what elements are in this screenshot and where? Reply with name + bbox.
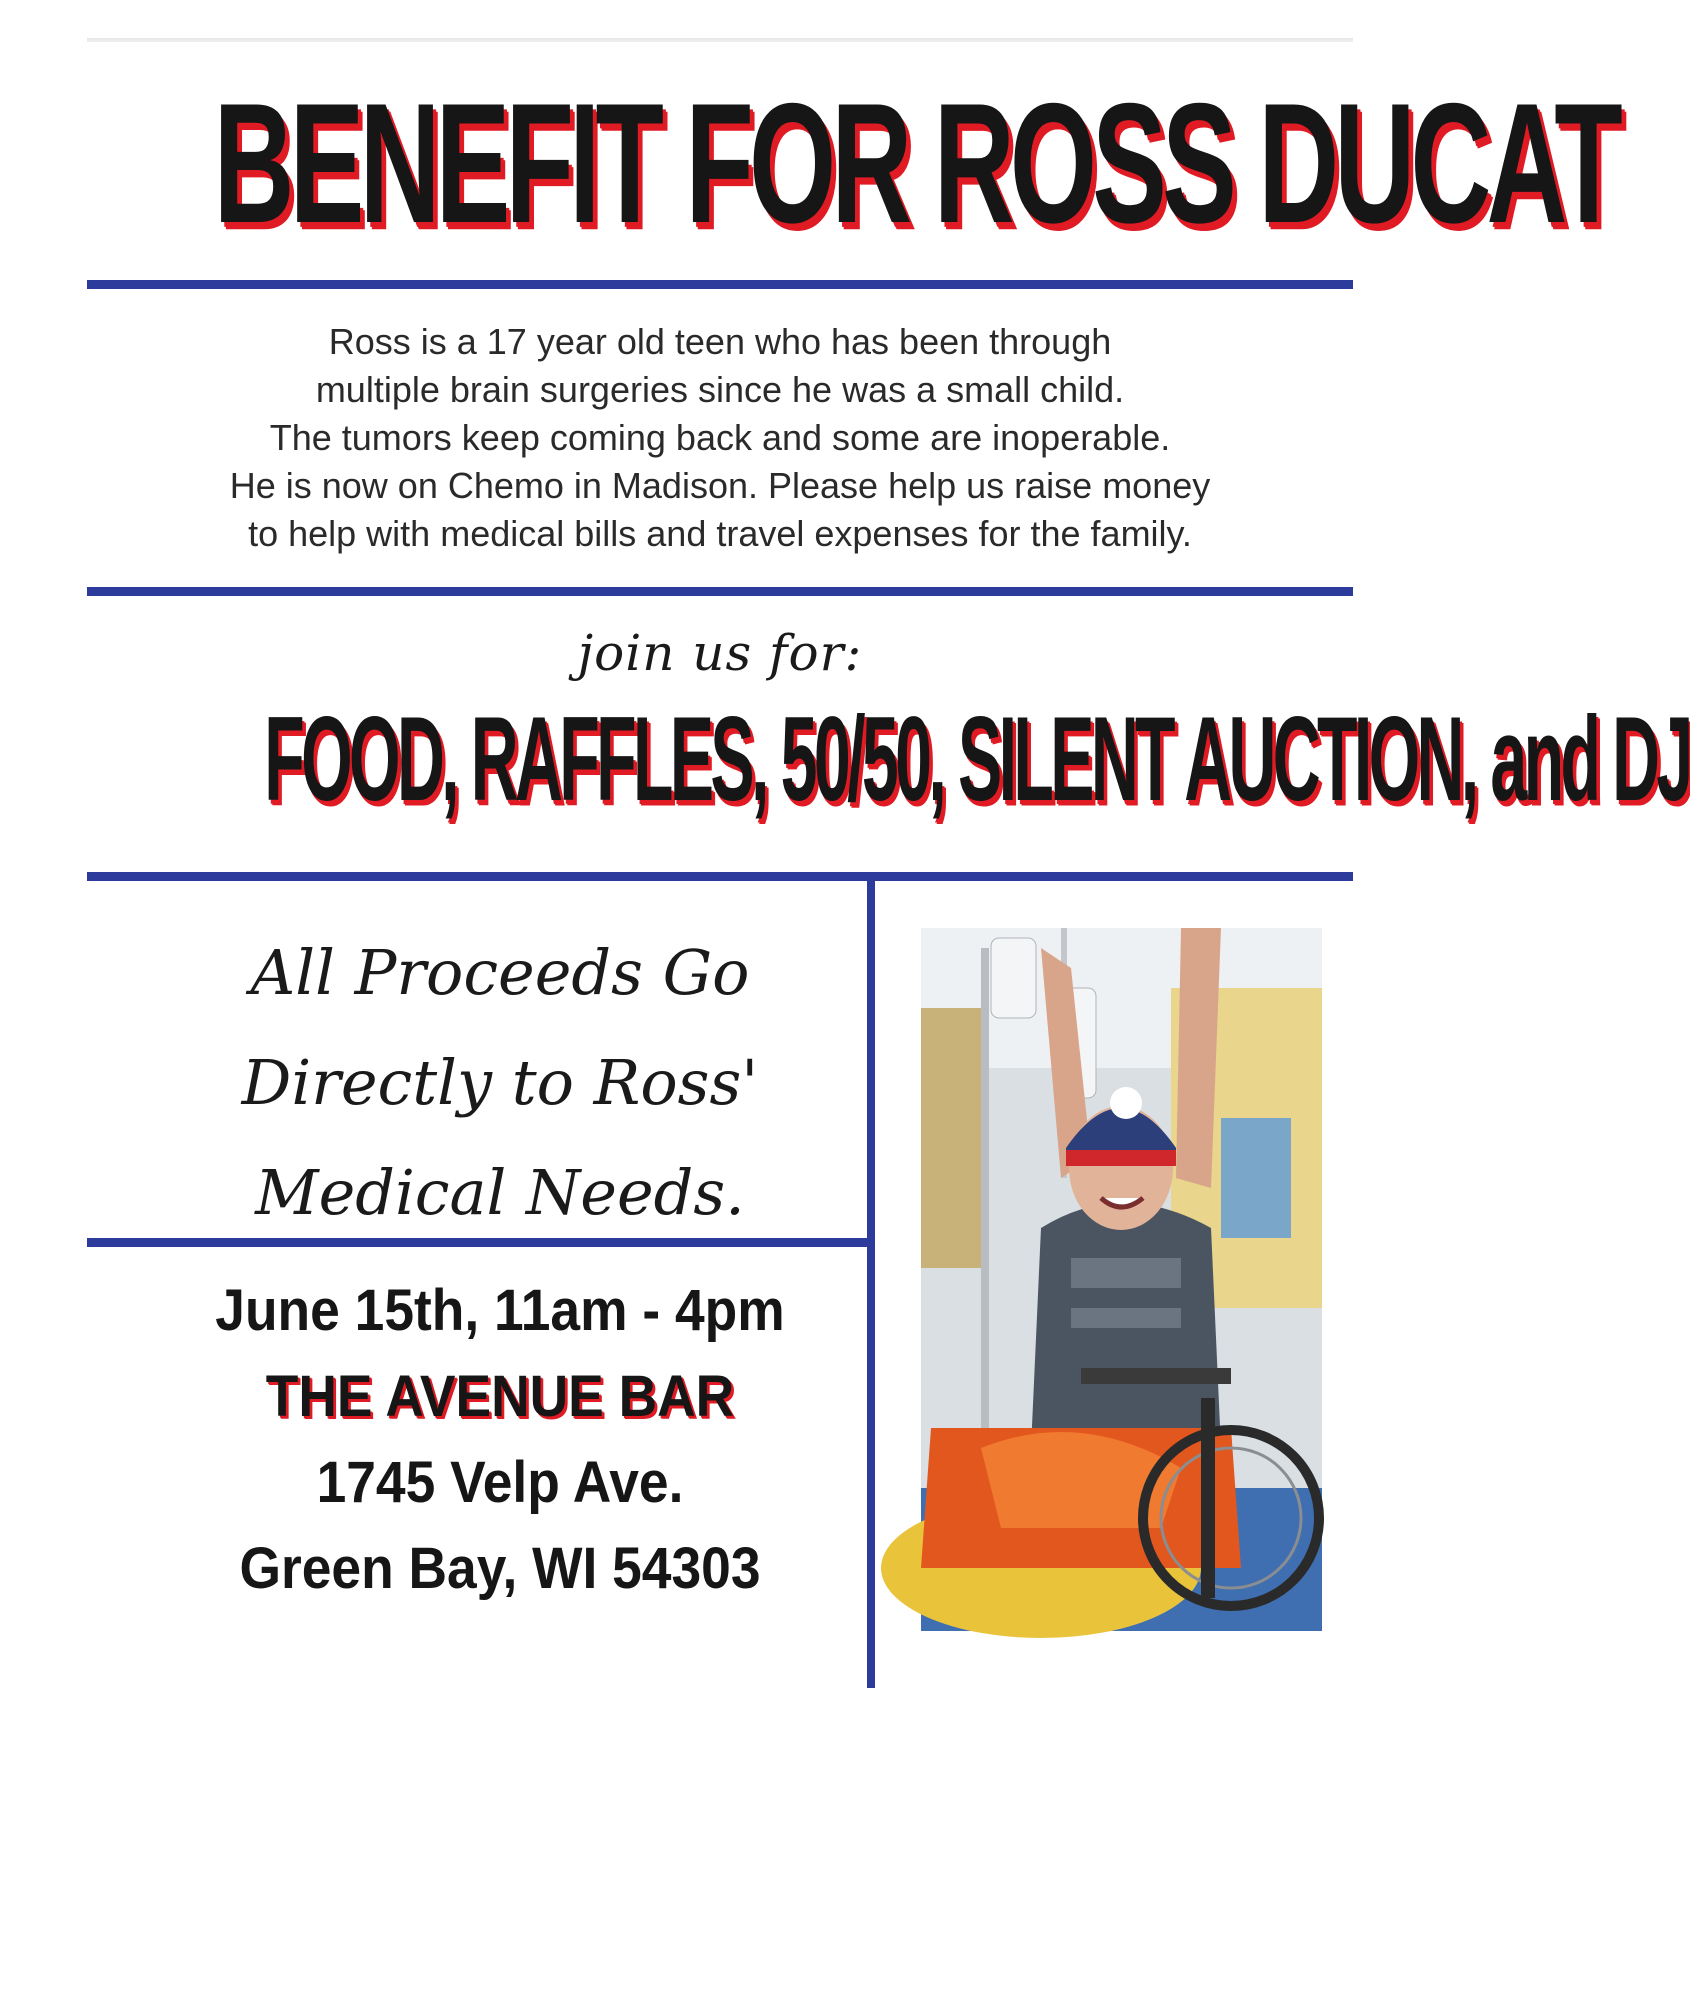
event-venue: THE AVENUE BAR — [265, 1364, 735, 1429]
intro-line: The tumors keep coming back and some are inoperable. — [269, 417, 1171, 458]
ross-photo-illustration — [921, 928, 1322, 1631]
event-street: 1745 Velp Ave. — [316, 1450, 684, 1515]
event-city: Green Bay, WI 54303 — [239, 1536, 761, 1601]
intro-line: Ross is a 17 year old teen who has been through — [328, 321, 1112, 362]
divider-lower — [87, 872, 1353, 881]
divider-middle — [87, 587, 1353, 596]
divider-top — [87, 280, 1353, 289]
ross-photo — [921, 928, 1322, 1631]
intro-paragraph — [87, 318, 1353, 558]
intro-line: multiple brain surgeries since he was a small child. — [315, 369, 1125, 410]
activities-list: FOOD, RAFFLES, 50/50, SILENT AUCTION, and DJ — [264, 693, 1690, 827]
intro-line: He is now on Chemo in Madison. Please help us raise money — [229, 465, 1211, 506]
join-us-heading: join us for: — [577, 624, 863, 682]
proceeds-line: Directly to Ross' — [241, 1046, 759, 1119]
proceeds-statement — [120, 918, 880, 1248]
flyer-title: BENEFIT FOR ROSS DUCAT — [213, 67, 1618, 259]
event-datetime: June 15th, 11am - 4pm — [215, 1278, 785, 1343]
proceeds-line: All Proceeds Go — [250, 936, 750, 1009]
divider-left-column — [87, 1238, 871, 1247]
intro-line: to help with medical bills and travel expenses for the family. — [248, 513, 1192, 554]
event-details — [120, 1268, 880, 1612]
proceeds-line: Medical Needs. — [255, 1156, 745, 1229]
